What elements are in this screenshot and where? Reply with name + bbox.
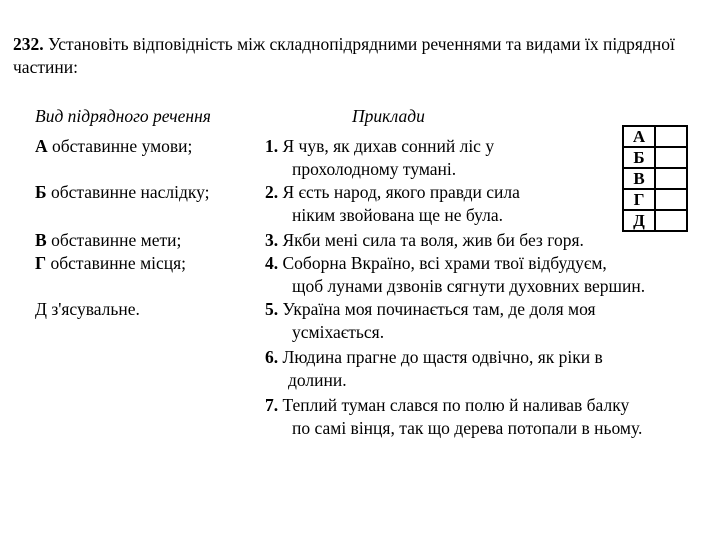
answer-row (623, 126, 687, 147)
example-number: 1. (265, 136, 279, 156)
example-4 (265, 253, 607, 274)
task-number: 232. (13, 34, 44, 54)
example-line1: Людина прагне до щастя одвічно, як ріки в (282, 347, 603, 367)
example-line1: Я чув, як дихав сонний ліс у (282, 136, 495, 156)
type-item-d (35, 253, 186, 274)
type-text: обставинне умови; (52, 136, 193, 156)
answer-letter: Б (623, 147, 655, 168)
answer-cell[interactable] (655, 210, 687, 231)
type-text: обставинне мети; (51, 230, 182, 250)
example-6-line2: долини. (288, 370, 347, 390)
example-7-line2: по самі вінця, так що дерева потопали в ньому. (292, 418, 643, 438)
type-letter: Д (35, 299, 47, 319)
example-1 (265, 136, 494, 157)
type-item-b (35, 182, 210, 203)
task-text: Установіть відповідність між складнопідрядними реченнями та видами їх підрядної частини: (13, 34, 675, 77)
type-text: обставинне місця; (50, 253, 187, 273)
example-4-line2: щоб лунами дзвонів сягнути духовних вершин. (292, 276, 646, 296)
type-letter: Б (35, 182, 47, 202)
type-item-e (35, 299, 140, 320)
answer-cell[interactable] (655, 147, 687, 168)
example-number: 6. (265, 347, 279, 367)
examples-header: Приклади (352, 106, 425, 126)
example-number: 3. (265, 230, 279, 250)
example-number: 4. (265, 253, 279, 273)
type-item-a (35, 136, 192, 157)
example-6 (265, 347, 603, 368)
answer-row (623, 210, 687, 231)
type-text: з'ясувальне. (51, 299, 140, 319)
answer-letter: В (623, 168, 655, 189)
type-letter: В (35, 230, 47, 250)
answer-cell[interactable] (655, 126, 687, 147)
answer-letter: Д (623, 210, 655, 231)
type-text: обставинне наслідку; (50, 182, 210, 202)
answer-grid (622, 125, 688, 232)
type-letter: Г (35, 253, 47, 273)
task-statement (13, 33, 713, 79)
example-3 (265, 230, 584, 251)
answer-cell[interactable] (655, 168, 687, 189)
answer-row (623, 147, 687, 168)
answer-row (623, 168, 687, 189)
example-line1: Я єсть народ, якого правди сила (282, 182, 520, 202)
answer-cell[interactable] (655, 189, 687, 210)
answer-row (623, 189, 687, 210)
answer-letter: Г (623, 189, 655, 210)
type-letter: А (35, 136, 48, 156)
example-2-line2: ніким звойована ще не була. (292, 205, 503, 225)
example-line1: Якби мені сила та воля, жив би без горя. (282, 230, 584, 250)
example-2 (265, 182, 520, 203)
example-line1: Теплий туман слався по полю й наливав балку (282, 395, 630, 415)
example-1-line2: прохолодному тумані. (292, 159, 457, 179)
example-5-line2: усміхається. (292, 322, 385, 342)
example-number: 2. (265, 182, 279, 202)
example-line1: Соборна Вкраїно, всі храми твої відбудуєм, (282, 253, 607, 273)
example-line1: Україна моя починається там, де доля моя (282, 299, 596, 319)
types-header: Вид підрядного речення (35, 106, 211, 126)
answer-letter: А (623, 126, 655, 147)
example-7 (265, 395, 629, 416)
example-number: 5. (265, 299, 279, 319)
example-5 (265, 299, 596, 320)
example-number: 7. (265, 395, 279, 415)
type-item-c (35, 230, 181, 251)
